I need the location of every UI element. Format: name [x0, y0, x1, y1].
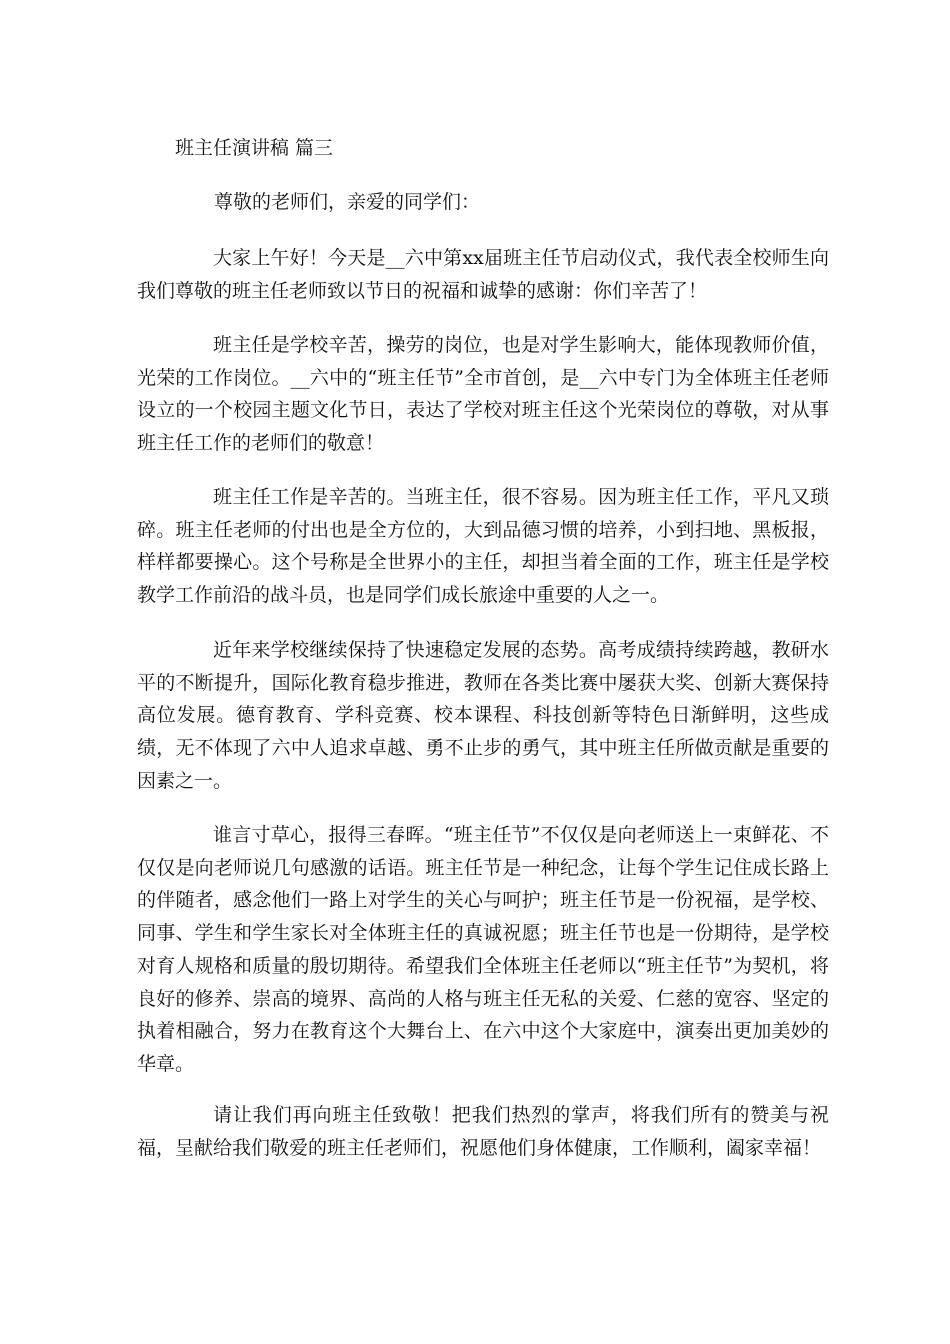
paragraph-greeting: 大家上午好！今天是__六中第xx届班主任节启动仪式，我代表全校师生向我们尊敬的班主任老师致以节日的祝福和诚挚的感谢：你们辛苦了！ — [137, 247, 829, 302]
paragraph-meaning: 谁言寸草心，报得三春晖。“班主任节”不仅仅是向老师送上一束鲜花、不仅仅是向老师说几句感激的话语。班主任节是一种纪念，让每个学生记住成长路上的伴随者，感念他们一路上对学生的关心与呵护；班主任节是一份祝福，是学校、同事、学生和学生家长对全体班主任的真诚祝愿；班主任节也是一份期待，是学校对育人规格和质量的殷切期待。希望我们全体班主任老师以“班主任节”为契机，将良好的修养、崇高的境界、高尚的人格与班主任无私的关爱、仁慈的宽容、坚定的执着相融合，努力在教育这个大舞台上、在六中这个大家庭中，演奏出更加美妙的华章。 — [137, 824, 829, 1075]
paragraph-closing: 请让我们再向班主任致敬！把我们热烈的掌声，将我们所有的赞美与祝福，呈献给我们敬爱的班主任老师们，祝愿他们身体健康，工作顺利，阖家幸福！ — [137, 1104, 829, 1159]
paragraph-role: 班主任是学校辛苦，操劳的岗位，也是对学生影响大，能体现教师价值，光荣的工作岗位。__六中的“班主任节”全市首创，是__六中专门为全体班主任老师设立的一个校园主题文化节日，表达了学校对班主任这个光荣岗位的尊敬，对从事班主任工作的老师们的敬意！ — [137, 334, 829, 455]
paragraph-hardship: 班主任工作是辛苦的。当班主任，很不容易。因为班主任工作，平凡又琐碎。班主任老师的付出也是全方位的，大到品德习惯的培养，小到扫地、黑板报，样样都要操心。这个号称是全世界小的主任，却担当着全面的工作，班主任是学校教学工作前沿的战斗员，也是同学们成长旅途中重要的人之一。 — [137, 486, 829, 607]
salutation: 尊敬的老师们，亲爱的同学们： — [214, 191, 481, 213]
paragraph-achievements: 近年来学校继续保持了快速稳定发展的态势。高考成绩持续跨越，教研水平的不断提升，国际化教育稳步推进，教师在各类比赛中屡获大奖、创新大赛保持高位发展。德育教育、学科竞赛、校本课程、科技创新等特色日渐鲜明，这些成绩，无不体现了六中人追求卓越、勇不止步的勇气，其中班主任所做贡献是重要的因素之一。 — [137, 639, 829, 792]
document-title: 班主任演讲稿 篇三 — [175, 137, 334, 159]
